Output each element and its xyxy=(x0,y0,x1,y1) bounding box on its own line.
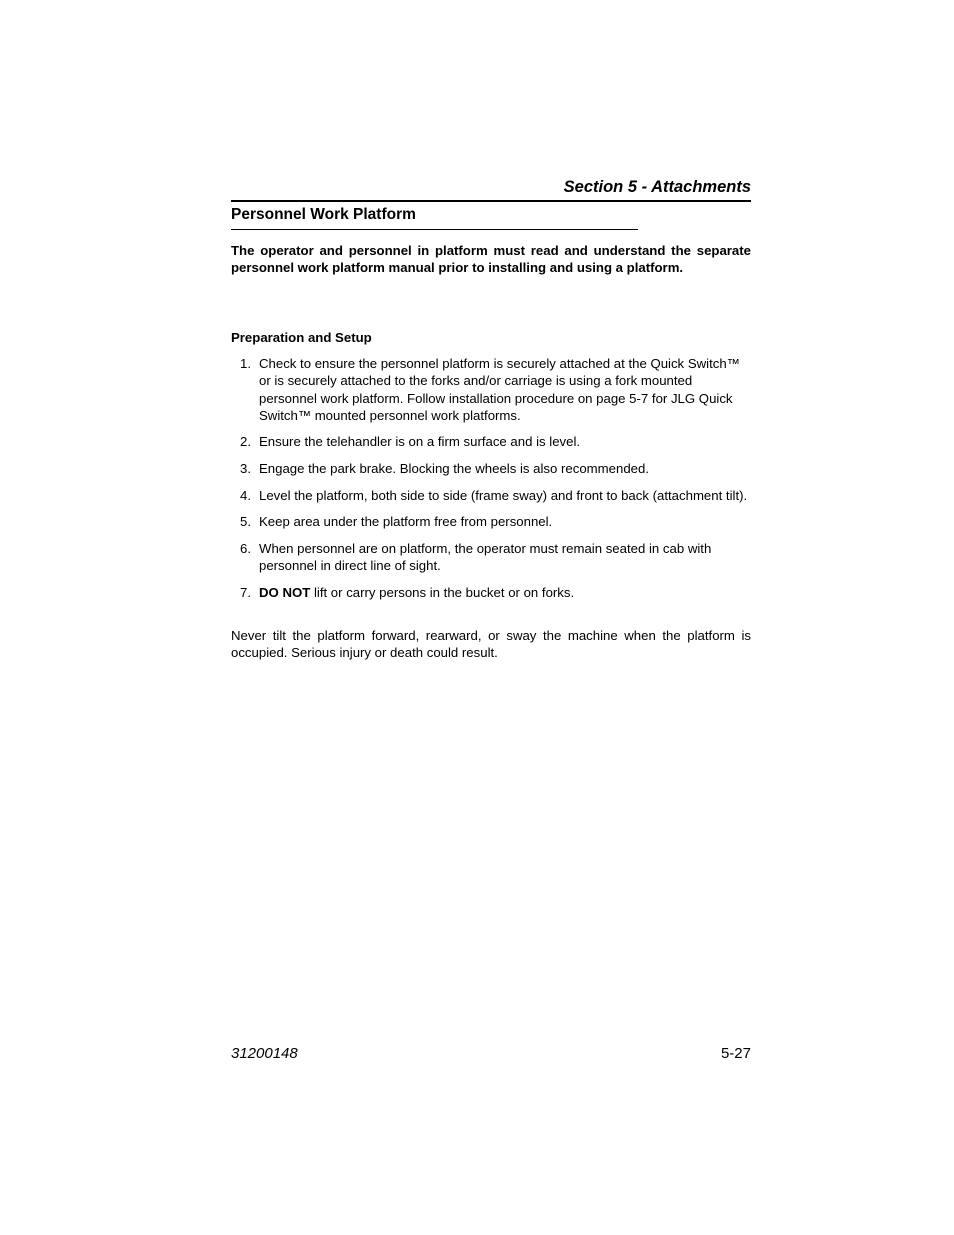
step-text: When personnel are on platform, the operator must remain seated in cab with personnel in direct line of sight. xyxy=(259,540,712,574)
emphasis-text: DO NOT xyxy=(259,584,311,600)
page-title: Personnel Work Platform xyxy=(231,205,638,230)
warning-paragraph: The operator and personnel in platform must read and understand the separate personnel work platform manual prior to installing and using a platform. xyxy=(231,243,751,275)
page-number: 5-27 xyxy=(720,1045,751,1062)
step-number: 4. xyxy=(240,487,251,503)
list-item xyxy=(231,460,751,477)
closing-note: Never tilt the platform forward, rearward, or sway the machine when the platform is occupied. Serious injury or death could result. xyxy=(231,628,751,661)
step-text: Engage the park brake. Blocking the wheels is also recommended. xyxy=(259,461,649,477)
section-header: Section 5 - Attachments xyxy=(231,176,751,202)
step-number: 2. xyxy=(240,434,251,450)
document-number: 31200148 xyxy=(231,1045,298,1062)
step-text: Keep area under the platform free from personnel. xyxy=(259,514,553,530)
step-number: 1. xyxy=(240,356,251,371)
list-item xyxy=(231,355,751,424)
step-number: 7. xyxy=(240,584,251,600)
list-item xyxy=(231,584,751,601)
subsection-heading: Preparation and Setup xyxy=(231,330,372,345)
step-number: 6. xyxy=(240,540,251,556)
list-item xyxy=(231,487,751,504)
step-text: Level the platform, both side to side (frame sway) and front to back (attachment tilt). xyxy=(259,487,748,503)
list-item xyxy=(231,540,751,575)
step-text xyxy=(259,585,574,600)
step-number: 5. xyxy=(240,514,251,530)
step-text: Ensure the telehandler is on a firm surface and is level. xyxy=(259,434,581,450)
step-text: Check to ensure the personnel platform is securely attached at the Quick Switch™ or is securely attached to the forks and/or carriage is using a fork mounted personnel work platform. Follow installation procedure on page 5-7 for JLG Quick Switch™ mounted personnel work platforms. xyxy=(259,356,740,423)
step-text-rest: lift or carry persons in the bucket or on forks. xyxy=(310,584,575,600)
list-item xyxy=(231,513,751,530)
step-number: 3. xyxy=(240,461,251,477)
list-item xyxy=(231,433,751,450)
steps-list xyxy=(231,355,751,610)
